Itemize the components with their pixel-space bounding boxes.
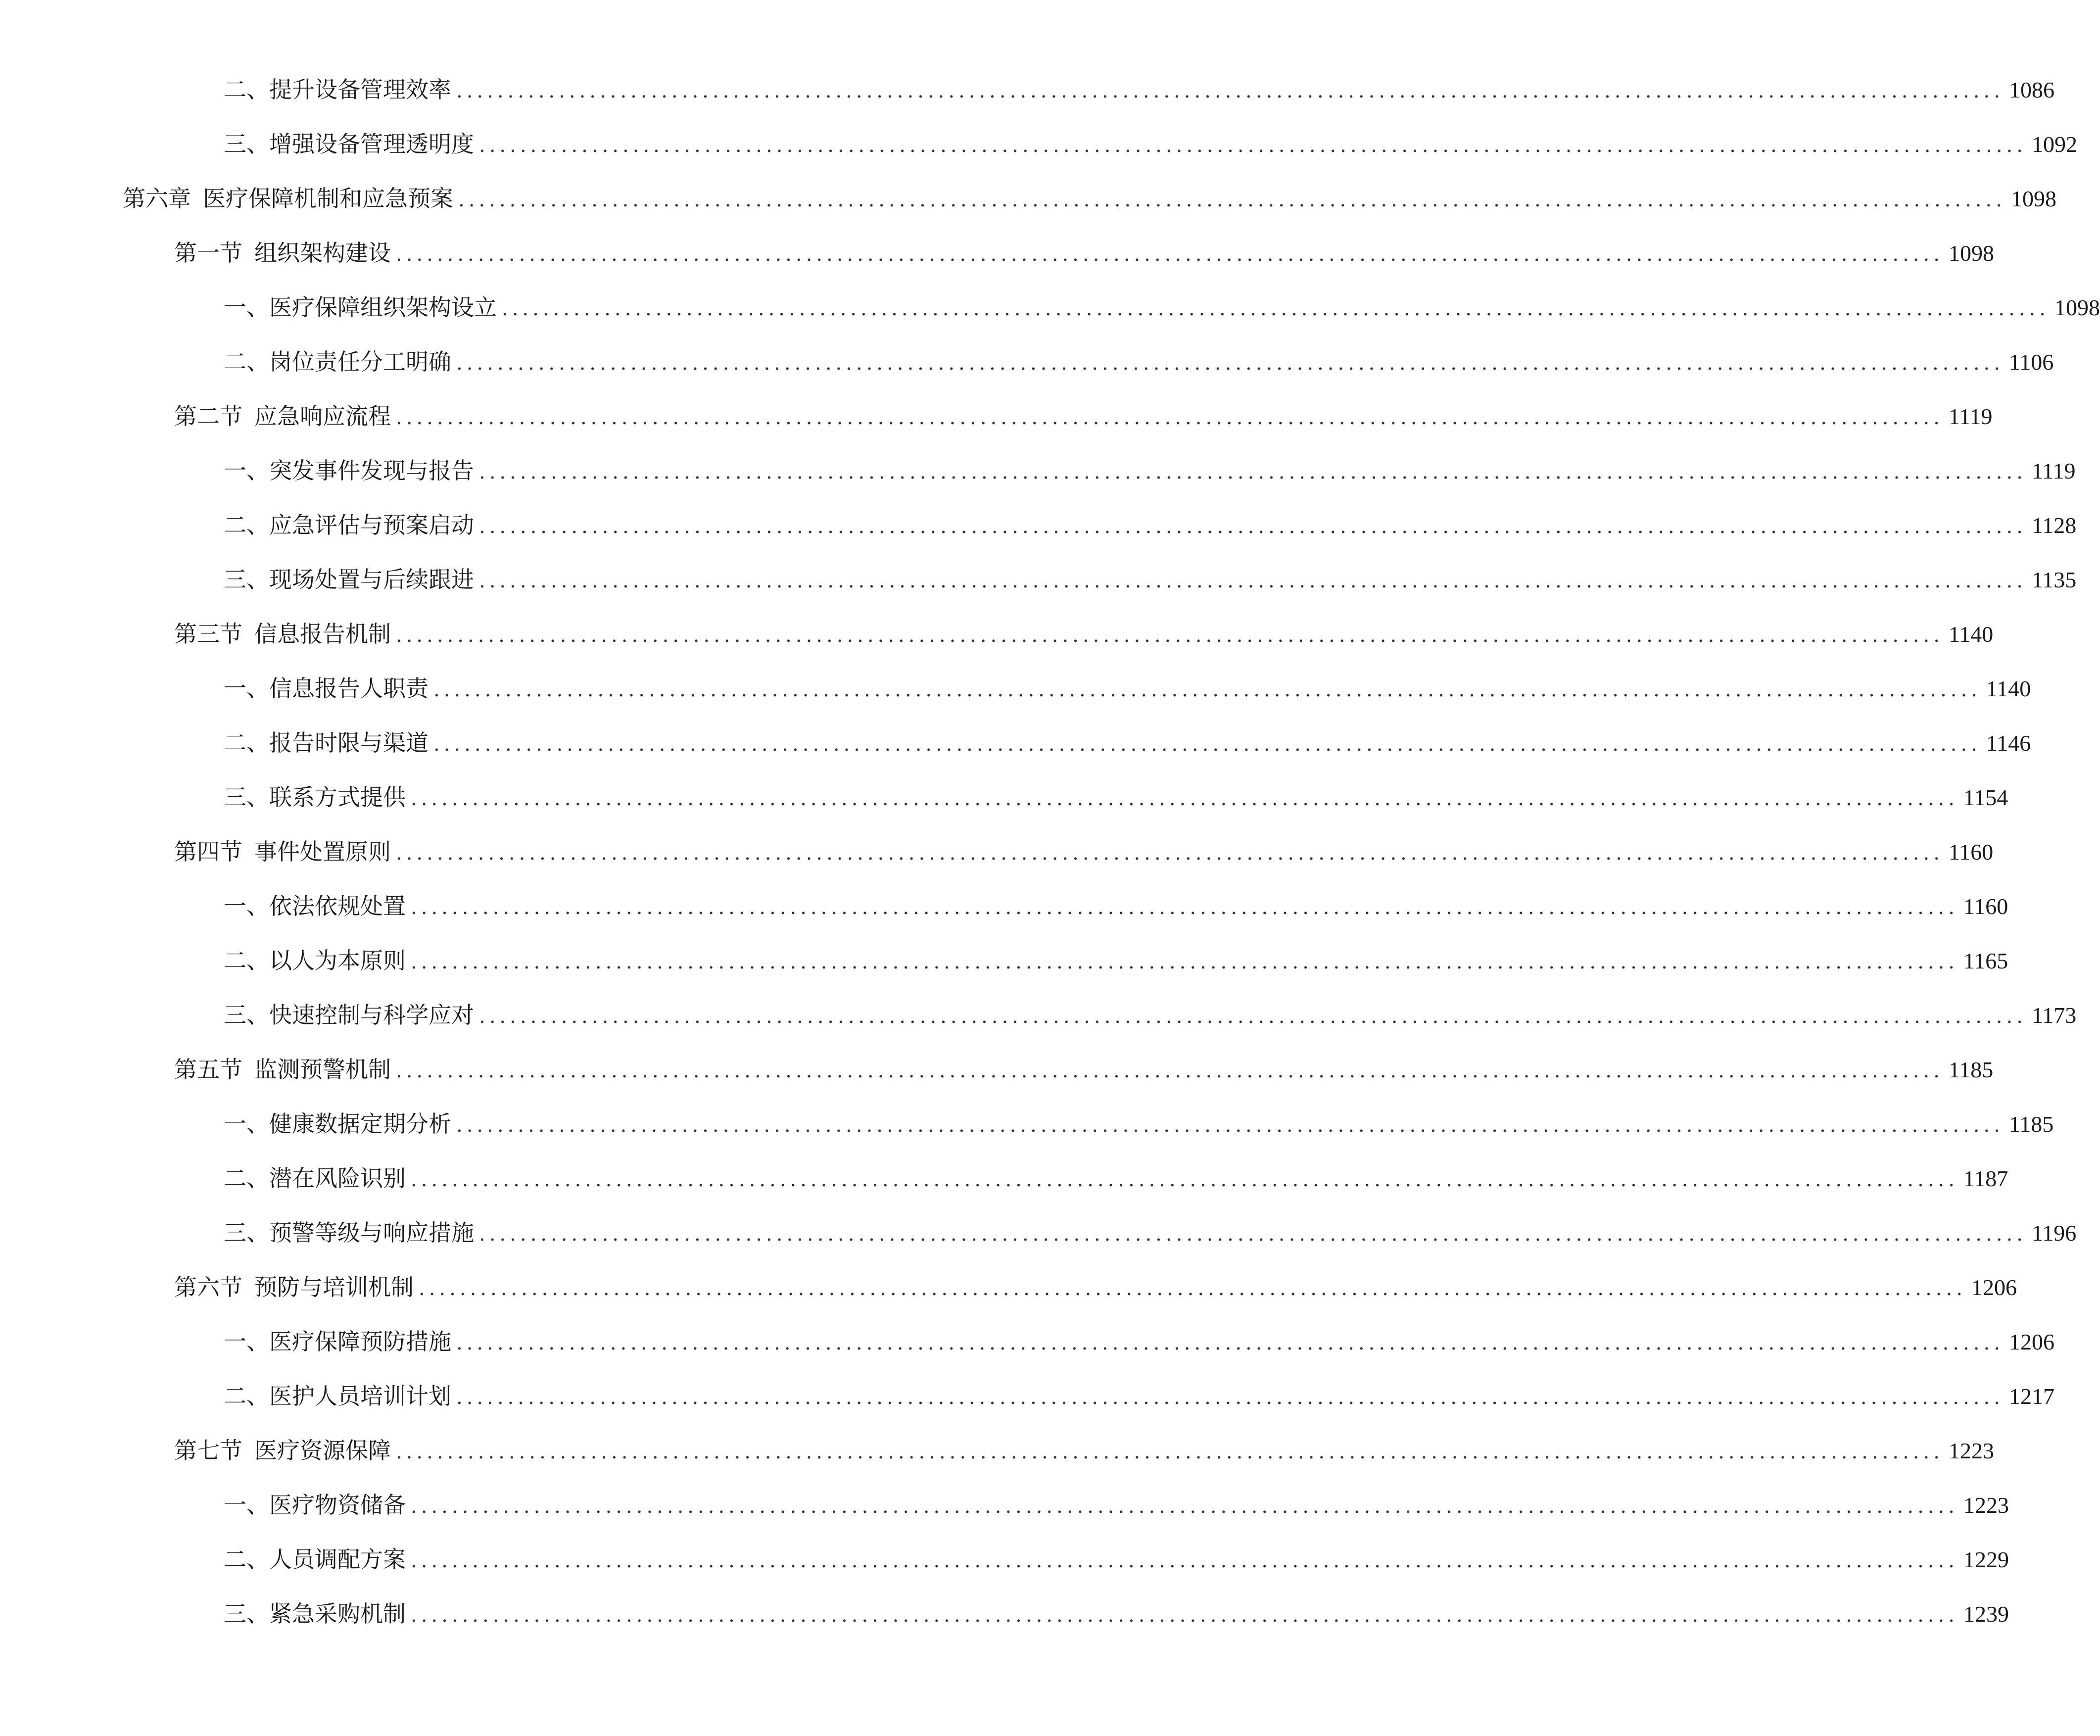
toc-entry-title: 医疗保障组织架构设立 <box>269 294 497 321</box>
toc-entry-number: 第二节 <box>174 403 242 430</box>
toc-entry-number: 第三节 <box>174 621 242 647</box>
dot-leader: ....................................................................................................................................................... <box>433 678 1981 701</box>
toc-entry-number: 第六节 <box>174 1274 242 1301</box>
toc-entry-title: 医疗保障机制和应急预案 <box>203 185 453 212</box>
toc-entry-page-number: 1140 <box>1986 676 2031 701</box>
toc-entry[interactable] <box>0 1540 2009 1579</box>
dot-leader: ....................................................................................................................................................... <box>396 1060 1944 1082</box>
toc-entry-number: 二、 <box>224 947 269 974</box>
toc-entry-title: 组织架构建设 <box>254 240 391 266</box>
toc-entry-number: 三、 <box>224 784 269 811</box>
toc-entry[interactable] <box>0 396 1993 436</box>
dot-leader: ....................................................................................................................................................... <box>456 1386 2004 1409</box>
toc-entry[interactable] <box>0 941 2008 980</box>
toc-entry-title: 依法依规处置 <box>269 893 406 919</box>
toc-entry-page-number: 1229 <box>1963 1547 2009 1572</box>
toc-entry-title: 信息报告人职责 <box>269 675 429 702</box>
toc-entry-page-number: 1239 <box>1963 1601 2009 1627</box>
toc-entry[interactable] <box>0 233 1994 273</box>
toc-entry[interactable] <box>0 1158 2008 1198</box>
toc-entry-page-number: 1206 <box>1971 1275 2017 1300</box>
toc-entry-number: 第五节 <box>174 1056 242 1083</box>
toc-entry[interactable] <box>0 560 2077 599</box>
dot-leader: ....................................................................................................................................................... <box>396 406 1944 429</box>
toc-entry-title: 报告时限与渠道 <box>269 729 429 756</box>
toc-entry[interactable] <box>0 614 1994 654</box>
toc-entry-page-number: 1196 <box>2031 1220 2077 1246</box>
toc-entry-page-number: 1154 <box>1963 785 2008 810</box>
dot-leader: ....................................................................................................................................................... <box>419 1277 1966 1300</box>
toc-entry-title: 联系方式提供 <box>269 784 406 811</box>
toc-entry-title: 岗位责任分工明确 <box>269 348 451 375</box>
toc-entry[interactable] <box>0 124 2077 164</box>
toc-entry-number: 二、 <box>224 76 269 103</box>
dot-leader: ....................................................................................................................................................... <box>411 1549 1958 1572</box>
toc-entry-number: 三、 <box>224 131 269 157</box>
dot-leader: ....................................................................................................................................................... <box>411 896 1958 919</box>
toc-entry-page-number: 1165 <box>1963 948 2008 973</box>
toc-entry-page-number: 1223 <box>1948 1438 1994 1463</box>
toc-entry-number: 一、 <box>224 1328 269 1355</box>
toc-entry[interactable] <box>0 1050 1994 1089</box>
dot-leader: ....................................................................................................................................................... <box>479 1223 2027 1246</box>
toc-entry-number: 二、 <box>224 512 269 538</box>
toc-entry-title: 提升设备管理效率 <box>269 76 451 103</box>
dot-leader: ....................................................................................................................................................... <box>411 1604 1958 1627</box>
toc-entry-title: 信息报告机制 <box>254 621 391 647</box>
toc-entry[interactable] <box>0 451 2076 490</box>
toc-entry[interactable] <box>0 342 2054 382</box>
toc-entry[interactable] <box>0 832 1994 871</box>
toc-entry-number: 二、 <box>224 729 269 756</box>
dot-leader: ....................................................................................................................................................... <box>456 1332 2004 1354</box>
toc-entry-page-number: 1092 <box>2031 132 2077 157</box>
dot-leader: ....................................................................................................................................................... <box>411 787 1958 810</box>
dot-leader: ....................................................................................................................................................... <box>479 570 2027 592</box>
dot-leader: ....................................................................................................................................................... <box>411 951 1958 973</box>
toc-entry-number: 第六章 <box>123 185 191 212</box>
dot-leader: ....................................................................................................................................................... <box>411 1495 1958 1518</box>
dot-leader: ....................................................................................................................................................... <box>411 1168 1958 1191</box>
toc-entry-page-number: 1185 <box>1948 1057 1994 1082</box>
toc-entry-title: 医疗物资储备 <box>269 1492 406 1518</box>
toc-entry[interactable] <box>0 1322 2054 1361</box>
toc-entry-page-number: 1106 <box>2008 349 2054 375</box>
toc-entry-title: 增强设备管理透明度 <box>269 131 474 157</box>
toc-entry-title: 潜在风险识别 <box>269 1165 406 1192</box>
toc-entry-page-number: 1173 <box>2031 1003 2077 1028</box>
toc-entry[interactable] <box>0 505 2077 545</box>
dot-leader: ....................................................................................................................................................... <box>502 297 2050 320</box>
toc-entry-page-number: 1140 <box>1948 622 1994 647</box>
toc-entry-page-number: 1223 <box>1963 1493 2009 1518</box>
toc-entry-title: 应急评估与预案启动 <box>269 512 474 538</box>
dot-leader: ....................................................................................................................................................... <box>456 352 2004 375</box>
toc-entry-title: 监测预警机制 <box>254 1056 391 1083</box>
dot-leader: ....................................................................................................................................................... <box>396 1441 1944 1463</box>
dot-leader: ....................................................................................................................................................... <box>456 1114 2004 1137</box>
dot-leader: ....................................................................................................................................................... <box>479 461 2027 483</box>
toc-entry-title: 快速控制与科学应对 <box>269 1002 474 1028</box>
toc-entry[interactable] <box>0 288 2100 327</box>
toc-entry-page-number: 1160 <box>1963 894 2008 919</box>
toc-entry-number: 一、 <box>224 457 269 484</box>
toc-entry-number: 一、 <box>224 1110 269 1137</box>
toc-entry-number: 一、 <box>224 294 269 321</box>
toc-entry-title: 紧急采购机制 <box>269 1600 406 1627</box>
toc-entry[interactable] <box>0 70 2054 109</box>
toc-entry-title: 人员调配方案 <box>269 1546 406 1573</box>
toc-entry-page-number: 1217 <box>2008 1384 2054 1409</box>
toc-entry[interactable] <box>0 669 2031 708</box>
toc-entry-number: 三、 <box>224 566 269 593</box>
toc-entry-title: 医护人员培训计划 <box>269 1383 451 1409</box>
toc-entry-title: 预防与培训机制 <box>254 1274 414 1301</box>
dot-leader: ....................................................................................................................................................... <box>479 134 2027 157</box>
toc-entry-page-number: 1098 <box>2054 295 2100 320</box>
toc-entry-page-number: 1206 <box>2008 1329 2054 1354</box>
toc-entry[interactable] <box>0 1213 2077 1253</box>
toc-entry-number: 一、 <box>224 893 269 919</box>
toc-entry-number: 第四节 <box>174 838 242 865</box>
toc-entry[interactable] <box>0 1376 2054 1416</box>
toc-entry[interactable] <box>0 1485 2009 1525</box>
toc-entry-number: 二、 <box>224 1383 269 1409</box>
toc-entry-number: 一、 <box>224 1492 269 1518</box>
toc-entry-page-number: 1135 <box>2031 567 2077 592</box>
dot-leader: ....................................................................................................................................................... <box>479 515 2027 538</box>
toc-entry[interactable] <box>0 1104 2054 1144</box>
toc-entry-page-number: 1185 <box>2008 1111 2054 1137</box>
toc-entry-title: 突发事件发现与报告 <box>269 457 474 484</box>
toc-entry[interactable] <box>0 777 2008 817</box>
dot-leader: ....................................................................................................................................................... <box>479 1005 2027 1028</box>
toc-entry-page-number: 1128 <box>2031 513 2077 538</box>
toc-entry[interactable] <box>0 995 2077 1035</box>
toc-entry-page-number: 1119 <box>2031 458 2076 483</box>
toc-entry-page-number: 1146 <box>1986 730 2031 756</box>
toc-entry[interactable] <box>0 886 2008 926</box>
toc-entry-number: 三、 <box>224 1219 269 1246</box>
toc-entry-number: 第一节 <box>174 240 242 266</box>
toc-entry-number: 三、 <box>224 1002 269 1028</box>
toc-entry-title: 应急响应流程 <box>254 403 391 430</box>
toc-entry-number: 二、 <box>224 1165 269 1192</box>
dot-leader: ....................................................................................................................................................... <box>433 733 1981 756</box>
toc-entry-page-number: 1098 <box>2010 186 2056 211</box>
toc-entry-title: 预警等级与响应措施 <box>269 1219 474 1246</box>
toc-entry[interactable] <box>0 179 2056 218</box>
toc-entry-number: 第七节 <box>174 1437 242 1464</box>
toc-entry-number: 一、 <box>224 675 269 702</box>
toc-entry-page-number: 1086 <box>2008 77 2054 102</box>
toc-entry[interactable] <box>0 1267 2017 1307</box>
toc-entry-title: 医疗资源保障 <box>254 1437 391 1464</box>
toc-entry[interactable] <box>0 1431 1994 1470</box>
toc-entry-number: 二、 <box>224 348 269 375</box>
toc-entry-title: 健康数据定期分析 <box>269 1110 451 1137</box>
toc-entry-page-number: 1160 <box>1948 839 1994 865</box>
toc-entry-number: 三、 <box>224 1600 269 1627</box>
toc-entry[interactable] <box>0 1594 2009 1634</box>
toc-entry-page-number: 1098 <box>1948 241 1994 266</box>
dot-leader: ....................................................................................................................................................... <box>396 624 1944 647</box>
dot-leader: ....................................................................................................................................................... <box>458 189 2006 211</box>
toc-entry-title: 医疗保障预防措施 <box>269 1328 451 1355</box>
toc-entry-title: 现场处置与后续跟进 <box>269 566 474 593</box>
toc-entry-title: 以人为本原则 <box>269 947 406 974</box>
dot-leader: ....................................................................................................................................................... <box>396 243 1944 266</box>
toc-entry-page-number: 1187 <box>1963 1166 2008 1191</box>
dot-leader: ....................................................................................................................................................... <box>456 80 2004 102</box>
toc-entry[interactable] <box>0 723 2031 763</box>
dot-leader: ....................................................................................................................................................... <box>396 842 1944 865</box>
toc-entry-number: 二、 <box>224 1546 269 1573</box>
toc-entry-page-number: 1119 <box>1948 404 1993 429</box>
toc-entry-title: 事件处置原则 <box>254 838 391 865</box>
